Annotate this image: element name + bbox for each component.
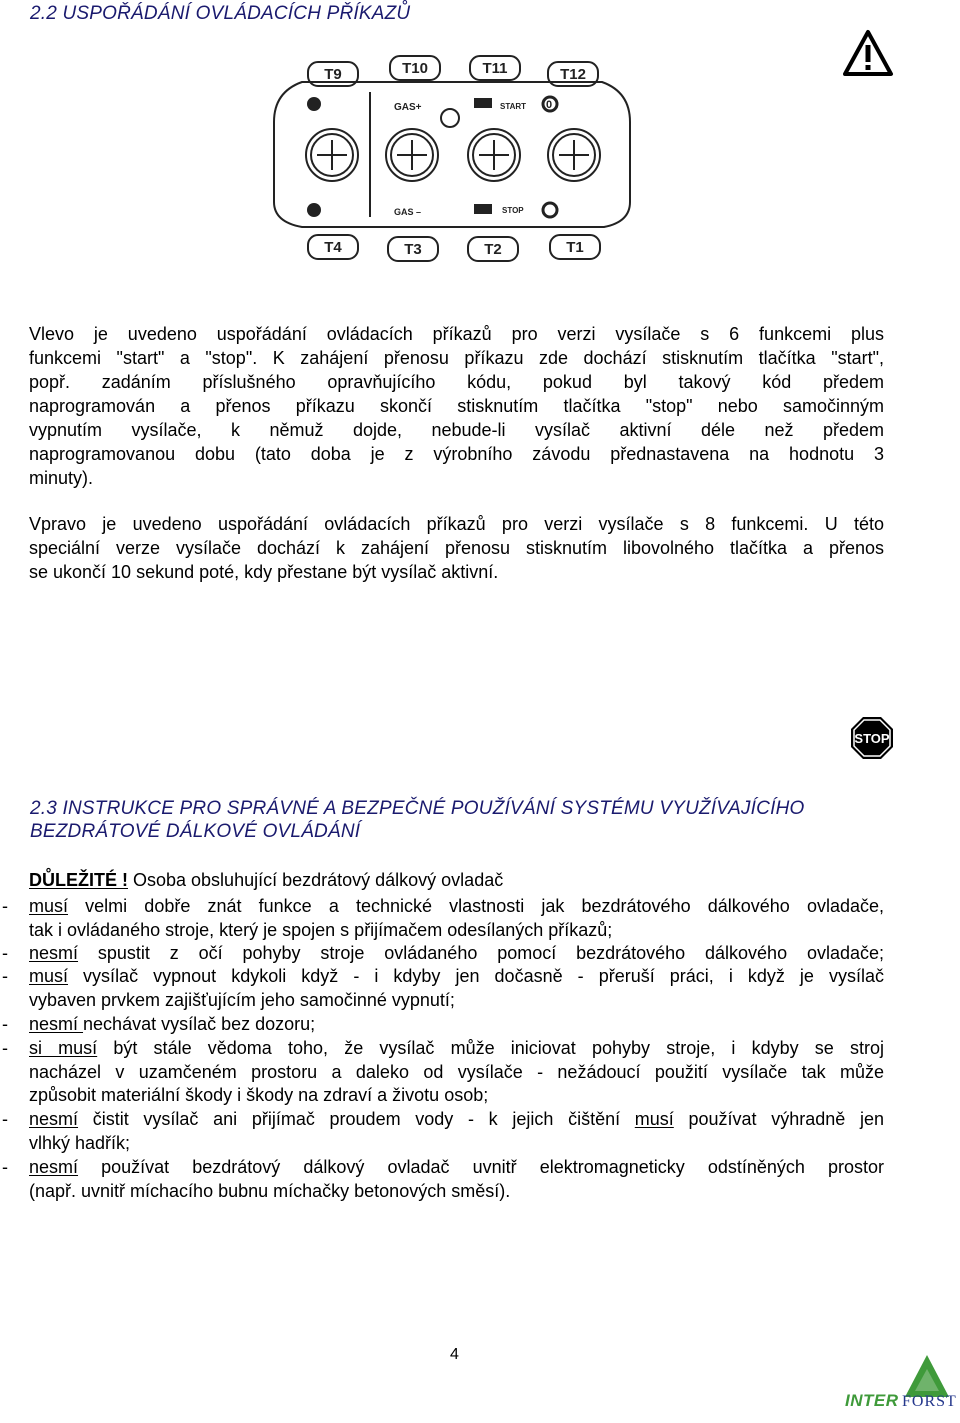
bullet-text: nechávat vysílač bez dozoru;: [83, 1014, 316, 1034]
bullet-text: používat výhradně jen: [673, 1109, 884, 1129]
bullet-text: vysílač vypnout kdykoli když - i kdyby jen dočasně - přeruší práci, i když je vysílač: [68, 966, 884, 986]
bullet-text: nacházel v uzamčeném prostoru a daleko od vysílače - nežádoucí použití vysílače tak může: [29, 1061, 884, 1082]
label-gas-plus: GAS+: [394, 102, 422, 113]
label-off-symbol: 0: [546, 99, 553, 111]
text-line: vypnutím vysílače, k němuž dojde, nebude-li vysílač aktivní déle než předem: [29, 420, 884, 440]
section-2-3-title-line1: 2.3 INSTRUKCE PRO SPRÁVNÉ A BEZPEČNÉ POUŽÍVÁNÍ SYSTÉMU VYUŽÍVAJÍCÍHO: [30, 798, 805, 819]
emphasis: nesmí: [29, 1109, 79, 1129]
bullet-dash: -: [2, 966, 8, 986]
logo-text-forst: FORST: [902, 1393, 957, 1410]
important-text: Osoba obsluhující bezdrátový dálkový ovladač: [128, 870, 504, 890]
emphasis: nesmí: [29, 1014, 84, 1034]
page-number: 4: [450, 1346, 459, 1363]
label-t11: T11: [482, 60, 508, 77]
important-note: [29, 870, 503, 891]
bullet-dash: -: [2, 1109, 8, 1129]
label-gas-minus: GAS –: [394, 207, 422, 217]
bullet-text: být stále vědoma toho, že vysílač může iniciovat pohyby stroje, i kdyby se stroj: [97, 1038, 884, 1058]
text-line: naprogramovanou dobu (tato doba je z výrobního závodu přednastavena na hodnotu 3: [29, 444, 884, 464]
bullet-dash: -: [2, 896, 8, 916]
label-t1: T1: [566, 239, 584, 256]
section-2-2-title: 2.2 USPOŘÁDÁNÍ OVLÁDACÍCH PŘÍKAZŮ: [30, 3, 411, 24]
label-t10: T10: [402, 60, 428, 77]
bullet-text: vybaven prvkem zajišťujícím jeho samočinné vypnutí;: [29, 989, 455, 1010]
text-line: naprogramován a přenos příkazu skončí stisknutím tlačítka "stop" nebo samočinným: [29, 396, 884, 416]
section-2-3-title: [30, 798, 885, 843]
label-stop: STOP: [502, 206, 524, 215]
emphasis: nesmí: [29, 1157, 79, 1177]
text-line: popř. zadáním příslušného opravňujícího kódu, pokud byl takový kód předem: [29, 372, 884, 392]
logo-text-inter: INTER: [845, 1391, 899, 1410]
bullet-text: vlhký hadřík;: [29, 1132, 131, 1153]
label-t3: T3: [404, 241, 422, 258]
label-t2: T2: [484, 241, 502, 258]
paragraph-6-function-version: [29, 322, 884, 490]
bullet-text: velmi dobře znát funkce a technické vlastnosti jak bezdrátového dálkového ovladače,: [68, 896, 884, 916]
remote-keypad-illustration: [272, 52, 634, 270]
label-t4: T4: [324, 239, 342, 256]
section-2-3-title-line2: BEZDRÁTOVÉ DÁLKOVÉ OVLÁDÁNÍ: [30, 821, 361, 842]
text-line: funkcemi "start" a "stop". K zahájení přenosu příkazu zde dochází stisknutím tlačítka "start",: [29, 348, 884, 368]
emphasis: nesmí: [29, 943, 79, 963]
interforst-logo: [845, 1355, 955, 1415]
stop-sign-icon: [850, 716, 894, 760]
bullet-dash: -: [2, 1157, 8, 1177]
bullet-text: používat bezdrátový dálkový ovladač uvnitř elektromagneticky odstíněných prostor: [78, 1157, 884, 1177]
text-line: se ukončí 10 sekund poté, kdy přestane být vysílač aktivní.: [29, 562, 499, 582]
bullet-dash: -: [2, 943, 8, 963]
tree-icon: [905, 1355, 949, 1397]
emphasis: si musí: [29, 1038, 98, 1058]
text-line: speciální verze vysílače dochází k zahájení přenosu stisknutím libovolného tlačítka a přenos: [29, 538, 884, 558]
label-start: START: [500, 102, 527, 111]
bullet-text: čistit vysílač ani přijímač proudem vody - k jejich čištění: [78, 1109, 635, 1129]
text-line: minuty).: [29, 468, 94, 488]
important-label: DŮLEŽITÉ !: [29, 870, 128, 890]
warning-triangle-icon: [842, 29, 894, 77]
bullet-dash: -: [2, 1038, 8, 1058]
text-line: Vpravo je uvedeno uspořádání ovládacích příkazů pro verzi vysílače s 8 funkcemi. U této: [29, 514, 884, 534]
stop-sign-text: STOP: [854, 731, 890, 746]
emphasis: musí: [29, 966, 69, 986]
text-line: Vlevo je uvedeno uspořádání ovládacích příkazů pro verzi vysílače s 6 funkcemi plus: [29, 324, 884, 344]
bullet-text: způsobit materiální škody i škody na zdraví a životu osob;: [29, 1085, 489, 1105]
paragraph-8-function-version: [29, 512, 884, 584]
bullet-dash: -: [2, 1014, 8, 1034]
emphasis: musí: [29, 896, 69, 916]
label-t9: T9: [324, 66, 342, 83]
bullet-text: spustit z očí pohyby stroje ovládaného pomocí bezdrátového dálkového ovladače;: [78, 943, 884, 963]
label-t12: T12: [560, 66, 586, 83]
emphasis: musí: [634, 1109, 674, 1129]
bullet-text: (např. uvnitř míchacího bubnu míchačky betonových směsí).: [29, 1180, 511, 1201]
bullet-text: tak i ovládaného stroje, který je spojen s přijímačem odesílaných příkazů;: [29, 919, 613, 940]
